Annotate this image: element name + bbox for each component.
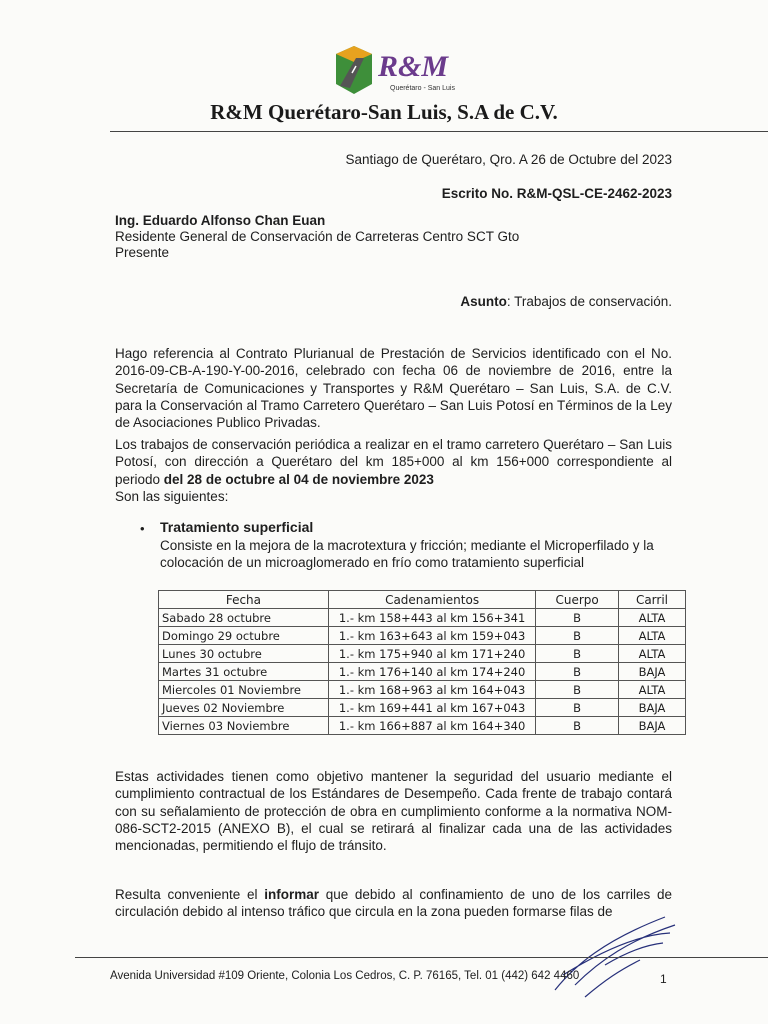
page-number: 1 xyxy=(660,972,667,986)
cell-cadenamiento: 1.- km 158+443 al km 156+341 xyxy=(328,609,535,627)
paragraph-period-pre: Los trabajos de conservación periódica a realizar en el tramo carretero Querétaro – San Luis Potosí, con dirección a Querétaro del km 185+000 al km 156+000 correspondiente al periodo xyxy=(115,437,672,487)
recipient-name: Ing. Eduardo Alfonso Chan Euan xyxy=(115,213,326,228)
recipient-role: Residente General de Conservación de Carreteras Centro SCT Gto xyxy=(115,229,520,244)
cell-fecha: Jueves 02 Noviembre xyxy=(159,699,329,717)
logo-tagline: Querétaro - San Luis xyxy=(390,85,455,92)
footer-divider xyxy=(75,957,768,958)
cell-cuerpo: B xyxy=(536,627,619,645)
recipient-presente: Presente xyxy=(115,245,170,260)
cell-carril: BAJA xyxy=(618,717,685,735)
paragraph-traffic-post: que debido al confinamiento de uno de los carriles de circulación debido al intenso tráfico que circula en la zona pueden formarse filas de xyxy=(115,887,673,920)
cell-cuerpo: B xyxy=(536,609,619,627)
header-divider xyxy=(110,131,768,132)
asunto-text: : Trabajos de conservación. xyxy=(506,294,672,309)
table-row xyxy=(159,609,686,627)
cell-fecha: Domingo 29 octubre xyxy=(159,627,329,645)
cell-cuerpo: B xyxy=(536,699,619,717)
cell-cadenamiento: 1.- km 163+643 al km 159+043 xyxy=(328,627,535,645)
cell-carril: ALTA xyxy=(618,627,685,645)
bullet-marker: • xyxy=(140,521,145,536)
table-row xyxy=(159,717,686,735)
paragraph-safety: Estas actividades tienen como objetivo mantener la seguridad del usuario mediante el cumplimiento contractual de los Estándares de Desempeño. Cada frente de trabajo contará con su señalamiento de protección de obra en cumplimiento conforme a la normativa NOM-086-SCT2-2015 (ANEXO B), el cual se retirará al finalizar cada una de las actividades mencionadas, permitiendo el flujo de tránsito. xyxy=(115,769,672,854)
col-header-cuerpo: Cuerpo xyxy=(536,591,619,609)
cell-carril: ALTA xyxy=(618,609,685,627)
paragraph-traffic-pre: Resulta conveniente el xyxy=(115,887,265,902)
cell-carril: ALTA xyxy=(618,645,685,663)
cell-carril: BAJA xyxy=(618,699,685,717)
table-row xyxy=(159,699,686,717)
cell-carril: ALTA xyxy=(618,681,685,699)
table-row xyxy=(159,627,686,645)
paragraph-period-post: Son las siguientes: xyxy=(115,488,229,504)
company-name: R&M Querétaro-San Luis, S.A de C.V. xyxy=(210,100,558,124)
cell-fecha: Lunes 30 octubre xyxy=(159,645,329,663)
cell-carril: BAJA xyxy=(618,663,685,681)
cell-fecha: Sabado 28 octubre xyxy=(159,609,329,627)
logo-brand: R&M xyxy=(378,50,449,83)
cell-cadenamiento: 1.- km 176+140 al km 174+240 xyxy=(328,663,535,681)
table-row xyxy=(159,663,686,681)
bullet-title: Tratamiento superficial xyxy=(160,519,314,535)
cell-cadenamiento: 1.- km 169+441 al km 167+043 xyxy=(328,699,535,717)
col-header-carril: Carril xyxy=(618,591,685,609)
col-header-fecha: Fecha xyxy=(159,591,329,609)
paragraph-contract: Hago referencia al Contrato Plurianual de Prestación de Servicios identificado con el No. 2016-09-CB-A-190-Y-00-2016, celebrado con fecha 06 de noviembre de 2016, entre la Secretaría de Comunicaciones y Transportes y R&M Querétaro – San Luis, S.A. de C.V. para la Conservación al Tramo Carretero Querétaro – San Luis Potosí en Términos de la Ley de Asociaciones Publico Privadas. xyxy=(115,346,672,431)
cell-cadenamiento: 1.- km 166+887 al km 164+340 xyxy=(328,717,535,735)
table-row xyxy=(159,681,686,699)
company-logo xyxy=(330,46,465,96)
col-header-cadenamientos: Cadenamientos xyxy=(328,591,535,609)
paragraph-traffic-bold: informar xyxy=(264,887,319,902)
cell-fecha: Martes 31 octubre xyxy=(159,663,329,681)
asunto-label: Asunto xyxy=(460,294,507,309)
asunto-line xyxy=(460,294,672,310)
cell-cuerpo: B xyxy=(536,717,619,735)
cell-cuerpo: B xyxy=(536,645,619,663)
table-header-row xyxy=(159,591,686,609)
cell-cadenamiento: 1.- km 168+963 al km 164+043 xyxy=(328,681,535,699)
escrito-number: Escrito No. R&M-QSL-CE-2462-2023 xyxy=(441,186,672,201)
cell-fecha: Miercoles 01 Noviembre xyxy=(159,681,329,699)
paragraph-period-bold: del 28 de octubre al 04 de noviembre 2023 xyxy=(163,471,434,487)
table-row xyxy=(159,645,686,663)
schedule-table xyxy=(158,590,686,735)
bullet-body: Consiste en la mejora de la macrotextura y fricción; mediante el Microperfilado y la colocación de un microaglomerado en frío como tratamiento superficial xyxy=(160,538,654,571)
cell-cadenamiento: 1.- km 175+940 al km 171+240 xyxy=(328,645,535,663)
paragraph-period xyxy=(115,436,672,505)
cell-cuerpo: B xyxy=(536,681,619,699)
cell-fecha: Viernes 03 Noviembre xyxy=(159,717,329,735)
cell-cuerpo: B xyxy=(536,663,619,681)
date-line: Santiago de Querétaro, Qro. A 26 de Octubre del 2023 xyxy=(345,152,672,167)
footer-address: Avenida Universidad #109 Oriente, Colonia Los Cedros, C. P. 76165, Tel. 01 (442) 642 4460 xyxy=(110,970,580,982)
